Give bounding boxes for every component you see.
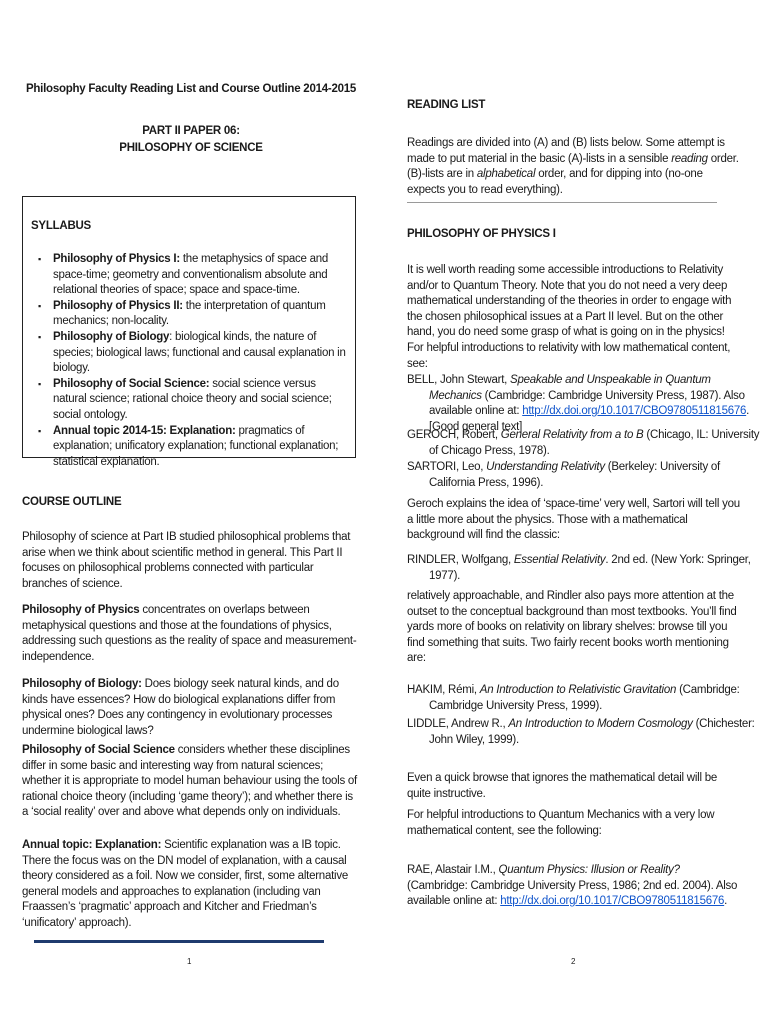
reference-geroch: GEROCH, Robert, General Relativity from a to B (Chicago, IL: University of Chicago Press, 1978). <box>407 429 760 457</box>
relatively-paragraph: relatively approachable, and Rindler also pays more attention at the outset to the conceptual background than most textbooks. You’ll find yards more of books on relativity on library shelves: browse till you find something that suits. Two fairly recent books worth mentioning are: <box>407 590 737 665</box>
reference-sartori: SARTORI, Leo, Understanding Relativity (Berkeley: University of California Press, 1996). <box>407 461 721 489</box>
quantum-intro-paragraph: For helpful introductions to Quantum Mechanics with a very low mathematical content, see the following: <box>407 809 715 837</box>
outline-paragraph-biology: Philosophy of Biology: Does biology seek natural kinds, and do kinds have essences? How do biological explanations differ from physical ones? Does any contingency in evolutionary processes undermine biological laws? <box>22 678 339 737</box>
footer-rule <box>34 940 324 943</box>
doi-link[interactable]: http://dx.doi.org/10.1017/CBO9780511815676 <box>522 405 747 418</box>
syllabus-item: ▪ Philosophy of Biology: biological kinds, the nature of species; biological laws; functional and causal explanation in biology. <box>38 330 346 375</box>
page-number: 1 <box>187 957 192 966</box>
reference-liddle: LIDDLE, Andrew R., An Introduction to Modern Cosmology (Chichester: John Wiley, 1999). <box>407 718 755 746</box>
quick-browse-paragraph: Even a quick browse that ignores the mathematical detail will be quite instructive. <box>407 772 718 800</box>
outline-paragraph-physics: Philosophy of Physics concentrates on overlaps between metaphysical questions and those at the foundations of physics, addressing such questions as the reality of space and measurement-independence. <box>22 604 357 663</box>
physics-intro: It is well worth reading some accessible introductions to Relativity and/or to Quantum Theory. Note that you do not need a very deep mathematical understanding of the theories in order to engage with the chosen philosophical issues at a Part II level. But on the other hand, you do need some grasp of what is going on in the physics! For helpful introductions to relativity with low mathematical content, see: <box>407 264 732 370</box>
section-divider <box>407 202 717 203</box>
bullet-icon: ▪ <box>38 254 41 264</box>
bullet-icon: ▪ <box>38 331 41 342</box>
paper-title: PHILOSOPHY OF SCIENCE <box>119 142 263 154</box>
geroch-explains-paragraph: Geroch explains the idea of ‘space-time’ very well, Sartori will tell you a little more about the physics. Those with a mathematical background will find the classic: <box>407 498 740 542</box>
paper-number: PART II PAPER 06: <box>142 125 240 137</box>
syllabus-item: ▪ Annual topic 2014-15: Explanation: pragmatics of explanation; unificatory explanation; functional explanation; statistical explanation. <box>38 424 339 468</box>
syllabus-heading: SYLLABUS <box>31 220 91 232</box>
bullet-icon: ▪ <box>38 378 41 389</box>
syllabus-item: ▪ Philosophy of Physics II: the interpretation of quantum mechanics; non-locality. <box>38 299 326 328</box>
course-outline-heading: COURSE OUTLINE <box>22 496 122 508</box>
doi-link[interactable]: http://dx.doi.org/10.1017/CBO9780511815676 <box>500 895 725 908</box>
outline-paragraph-explanation: Annual topic: Explanation: Scientific explanation was a IB topic. There the focus was on the DN model of explanation, with a causal theory considered as a foil. Now we consider, first, some alternative general models and approaches to explanation (including van Fraassen’s ‘pragmatic’ approach and Kitcher and Friedman’s ‘unificatory’ approach). <box>22 839 348 929</box>
reference-rindler: RINDLER, Wolfgang, Essential Relativity. 2nd ed. (New York: Springer, 1977). <box>407 554 751 582</box>
syllabus-item: ▪ Philosophy of Social Science: social science versus natural science; rational choice theory and social science; social ontology. <box>38 377 332 421</box>
reading-list-intro: Readings are divided into (A) and (B) lists below. Some attempt is made to put material in the basic (A)-lists in a sensible reading order. (B)-lists are in alphabetical order, and for dipping into (no-one expects you to read everything). <box>407 137 739 196</box>
syllabus-item: ▪ Philosophy of Physics I: the metaphysics of space and space-time; geometry and conventionalism absolute and relational theories of space; space and space-time. <box>38 253 329 297</box>
syllabus-list <box>31 252 351 470</box>
syllabus-box <box>22 196 356 468</box>
page-number: 2 <box>571 957 576 966</box>
reference-bell: BELL, John Stewart, Speakable and Unspeakable in Quantum Mechanics (Cambridge: Cambridge University Press, 1987). Also available online at: http://dx.doi.org/10.1017/CBO9780511815676. [Good general text] <box>407 374 750 433</box>
bullet-icon: ▪ <box>38 300 41 311</box>
reference-rae: RAE, Alastair I.M., Quantum Physics: Illusion or Reality? (Cambridge: Cambridge University Press, 1986; 2nd ed. 2004). Also available online at: http://dx.doi.org/10.1017/CBO9780511815676. <box>407 864 738 908</box>
reading-list-heading: READING LIST <box>407 99 486 111</box>
document-title: Philosophy Faculty Reading List and Course Outline 2014-2015 <box>25 83 357 95</box>
course-outline-intro: Philosophy of science at Part IB studied philosophical problems that arise when we think about scientific method in general. This Part II focuses on philosophical problems connected with particular branches of science. <box>22 531 351 590</box>
philosophy-of-physics-heading: PHILOSOPHY OF PHYSICS I <box>407 228 556 240</box>
bullet-icon: ▪ <box>38 425 41 436</box>
outline-paragraph-social-science: Philosophy of Social Science considers whether these disciplines differ in some basic and interesting way from natural sciences; whether it is appropriate to model human behaviour using the tools of rational choice theory (including ‘game theory’); and whether there is a ‘social reality’ over and above what depends only on individuals. <box>22 744 357 819</box>
reference-hakim: HAKIM, Rémi, An Introduction to Relativistic Gravitation (Cambridge: Cambridge University Press, 1999). <box>407 684 740 712</box>
